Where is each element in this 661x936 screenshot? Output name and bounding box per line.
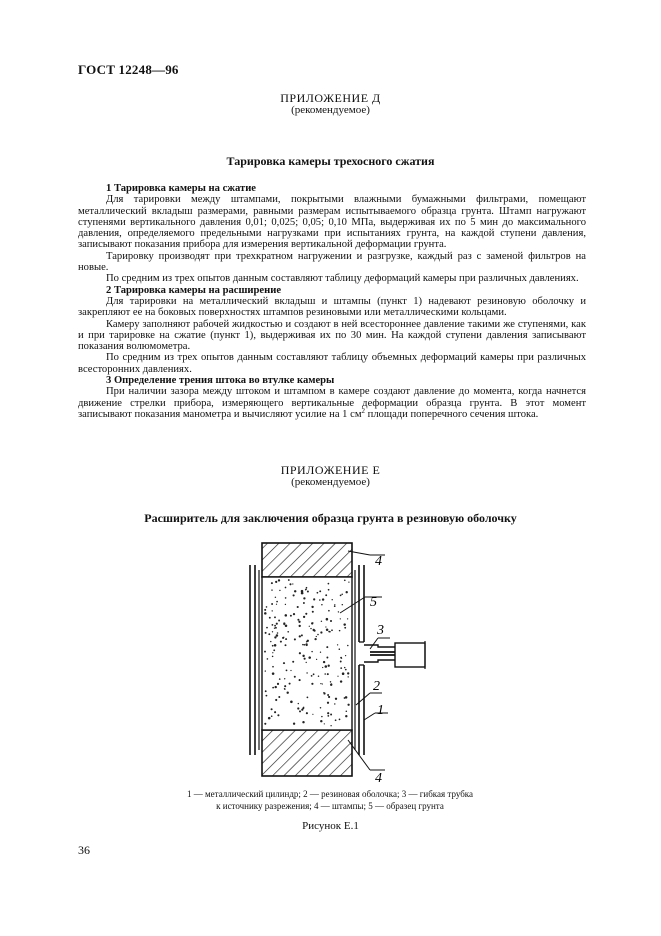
soil-dot [340, 680, 342, 682]
soil-dot [264, 651, 266, 653]
soil-dot [284, 678, 285, 679]
soil-dot [285, 587, 287, 589]
paragraph-suffix: площади поперечного сечения штока. [365, 408, 539, 420]
soil-dot [328, 631, 330, 633]
soil-dot [311, 683, 313, 685]
soil-dot [323, 661, 325, 663]
soil-dot [275, 627, 277, 629]
soil-dot [327, 702, 329, 704]
soil-dot [305, 613, 307, 615]
soil-dot [326, 657, 328, 659]
soil-dot [340, 595, 342, 597]
section-heading: 2 Тарировка камеры на расширение [106, 284, 282, 296]
soil-dot [274, 616, 276, 618]
soil-dot [285, 638, 287, 640]
soil-dot [312, 714, 313, 715]
soil-dot [340, 667, 342, 669]
label-stamp-bottom: 4 [375, 771, 382, 785]
soil-dot [320, 683, 321, 684]
soil-dot [326, 628, 329, 631]
paragraph: Камеру заполняют рабочей жидкостью и создают в ней всестороннее давление такими же ступенями, как и при тарировке на сжатие (пункт 1), выдерживая их по 30 мин. На каждой ступени давления записывают показания волюмометра. [78, 318, 586, 353]
section-heading: 3 Определение трения штока во втулке камеры [106, 375, 335, 387]
soil-dot [273, 649, 275, 651]
soil-dot [271, 715, 273, 717]
appendix-d-heading: Тарировка камеры трехосного сжатия [226, 154, 435, 168]
appendix-e-heading: Расширитель для заключения образца грунта в резиновую оболочку [144, 511, 517, 525]
soil-dot [283, 662, 285, 664]
paragraph: Тарировку производят при трехкратном нагружении и разгрузке, каждый раз с заменой фильтров на новые. [78, 250, 586, 274]
soil-dot [283, 623, 285, 625]
figure-number: Рисунок Е.1 [302, 820, 359, 832]
soil-dot [275, 581, 277, 583]
soil-dot [347, 618, 348, 619]
soil-dot [285, 597, 287, 599]
soil-dot [314, 638, 316, 640]
soil-dot [297, 606, 299, 608]
soil-dot [342, 604, 343, 605]
soil-dot [324, 723, 325, 724]
soil-dot [269, 617, 271, 619]
soil-dot [312, 622, 313, 623]
soil-dot [294, 676, 296, 678]
soil-dot [274, 644, 277, 647]
soil-dot [283, 637, 284, 638]
soil-dot [274, 636, 276, 638]
soil-dot [345, 696, 348, 699]
soil-dot [334, 703, 335, 704]
soil-dot [324, 673, 326, 675]
soil-dot [330, 684, 332, 686]
soil-dot [312, 611, 314, 613]
soil-dot [325, 626, 326, 627]
soil-dot [328, 696, 330, 698]
soil-dot [330, 714, 332, 716]
soil-dot [340, 618, 341, 619]
soil-dot [279, 678, 281, 680]
soil-sample [262, 577, 352, 730]
soil-dot [307, 697, 309, 699]
soil-dot [322, 683, 323, 684]
soil-dot [301, 709, 303, 711]
soil-dot [345, 655, 346, 656]
soil-dot [341, 593, 343, 595]
flexible-tube [395, 643, 425, 667]
soil-dot [272, 687, 274, 689]
soil-dot [337, 676, 338, 677]
soil-dot [320, 631, 322, 633]
paragraph: Для тарировки между штампами, покрытыми влажными бумажными фильтрами, помещают металлический вкладыш размерами, равными размерам испытываемого образца грунта. Штамп нагружают ступенями вертикального давления 0,01; 0,025; 0,05; 0,10 МПа, выдерживая их по 5 мин до максимального давления, определяемого предельными нагрузками при испытаниях грунта, на каждой ступени давления, записывают показания прибора для измерения вертикальной деформации грунта. [78, 194, 586, 251]
soil-dot [340, 661, 342, 663]
paragraph: По средним из трех опытов данным составляют таблицу деформаций камеры при различных давлениях. [106, 273, 579, 285]
page-number: 36 [78, 843, 90, 857]
soil-dot [326, 646, 328, 648]
soil-dot [265, 690, 267, 692]
soil-dot [327, 694, 329, 696]
soil-dot [277, 714, 279, 716]
soil-dot [272, 645, 274, 647]
soil-dot [287, 692, 289, 694]
soil-dot [266, 627, 268, 629]
soil-dot [328, 665, 330, 667]
soil-dot [284, 685, 286, 687]
soil-dot [272, 610, 273, 611]
soil-dot [302, 721, 304, 723]
soil-dot [299, 652, 301, 654]
expander-drawing [230, 535, 440, 785]
paragraph-text: При наличии зазора между штоком и штампом в камере создают давление до момента, когда начнется движение стрелки прибора, измеряющего вертикальные деформации образца грунта. В этот момент записывают показания манометра и вычисляют усилие на 1 см [78, 386, 586, 420]
soil-dot [294, 638, 296, 640]
soil-dot [313, 673, 315, 675]
soil-dot [290, 670, 291, 671]
soil-dot [290, 701, 293, 704]
soil-dot [304, 644, 306, 646]
soil-dot [271, 589, 272, 590]
paragraph: Для тарировки на металлический вкладыш и штампы (пункт 1) надевают резиновую оболочку и закрепляют ее на боковых поверхностях штампов резиновыми или металлическими кольцами. [78, 295, 586, 319]
soil-dot [316, 636, 317, 637]
soil-dot [301, 590, 304, 593]
soil-dot [276, 623, 278, 625]
soil-dot [327, 712, 329, 714]
soil-dot [303, 616, 305, 618]
soil-dot [306, 672, 307, 673]
soil-dot [339, 648, 341, 650]
soil-dot [316, 659, 317, 660]
soil-dot [299, 679, 301, 681]
soil-dot [313, 629, 315, 631]
soil-dot [309, 626, 310, 627]
soil-dot [311, 651, 312, 652]
soil-dot [311, 675, 313, 677]
soil-dot [308, 656, 311, 659]
soil-dot [344, 667, 345, 668]
soil-dot [334, 605, 336, 607]
appendix-e-title: ПРИЛОЖЕНИЕ Е [280, 463, 381, 477]
soil-dot [320, 652, 321, 653]
document-code: ГОСТ 12248—96 [78, 62, 179, 77]
soil-dot [302, 655, 304, 657]
soil-dot [271, 708, 273, 710]
soil-dot [310, 628, 311, 629]
soil-dot [307, 590, 309, 592]
soil-dot [277, 683, 279, 685]
soil-dot [325, 665, 328, 668]
soil-dot [264, 609, 266, 611]
soil-dot [264, 612, 267, 615]
soil-dot [321, 621, 322, 622]
superscript: 2 [361, 406, 366, 415]
soil-dot [289, 683, 291, 685]
soil-dot [278, 620, 280, 622]
soil-dot [285, 604, 286, 605]
soil-dot [345, 669, 347, 671]
soil-dot [320, 707, 322, 709]
section-heading: 1 Тарировка камеры на сжатие [106, 183, 257, 194]
soil-dot [288, 579, 290, 581]
caption-line: 1 — металлический цилиндр; 2 — резиновая оболочка; 3 — гибкая трубка [186, 789, 474, 799]
caption-line: к источнику разрежения; 4 — штампы; 5 — образец грунта [216, 801, 444, 811]
label-tube: 3 [377, 623, 384, 638]
soil-dot [342, 672, 345, 675]
soil-dot [293, 613, 295, 615]
soil-dot [280, 641, 282, 643]
soil-dot [306, 662, 307, 663]
soil-dot [322, 598, 324, 600]
appendix-d-body [78, 183, 586, 420]
soil-dot [270, 641, 271, 642]
soil-dot [327, 673, 329, 675]
soil-dot [335, 719, 337, 721]
soil-dot [303, 597, 305, 599]
soil-dot [323, 692, 325, 694]
soil-dot [327, 715, 329, 717]
soil-dot [267, 658, 269, 660]
soil-dot [346, 591, 348, 593]
soil-dot [274, 625, 276, 627]
soil-dot [297, 707, 299, 709]
soil-dot [268, 633, 270, 635]
soil-dot [345, 715, 347, 717]
soil-dot [292, 583, 293, 584]
soil-dot [320, 720, 322, 722]
soil-dot [335, 698, 337, 700]
soil-dot [317, 634, 319, 636]
soil-dot [347, 672, 349, 674]
soil-dot [321, 716, 322, 717]
soil-dot [279, 590, 280, 591]
soil-dot [326, 618, 329, 621]
soil-dot [334, 604, 335, 605]
soil-dot [339, 630, 341, 632]
soil-dot [322, 667, 323, 668]
soil-dot [319, 599, 321, 601]
soil-dot [264, 723, 266, 725]
soil-dot [328, 583, 330, 585]
soil-dot [318, 676, 319, 677]
soil-dot [274, 711, 276, 713]
soil-dot [293, 594, 295, 596]
soil-dot [277, 632, 279, 634]
soil-dot [271, 603, 273, 605]
soil-dot [292, 661, 294, 663]
top-stamp [262, 543, 352, 577]
label-sample: 5 [370, 595, 377, 610]
appendix-e-subtitle: (рекомендуемое) [291, 476, 370, 488]
soil-dot [330, 725, 331, 726]
soil-dot [332, 599, 333, 600]
soil-dot [305, 589, 306, 590]
soil-dot [265, 632, 267, 634]
soil-dot [302, 644, 304, 646]
soil-dot [347, 645, 349, 647]
soil-dot [265, 670, 266, 671]
soil-dot [266, 695, 268, 697]
soil-dot [347, 704, 349, 706]
soil-dot [297, 619, 299, 621]
soil-dot [285, 614, 288, 617]
soil-dot [275, 686, 277, 688]
figure-caption [160, 788, 500, 812]
soil-dot [303, 707, 304, 708]
soil-dot [278, 696, 280, 698]
soil-dot [299, 635, 301, 637]
soil-dot [306, 712, 308, 714]
soil-dot [330, 681, 331, 682]
soil-dot [328, 610, 330, 612]
appendix-d-title: ПРИЛОЖЕНИЕ Д [280, 91, 381, 105]
soil-dot [268, 717, 271, 720]
soil-dot [290, 615, 292, 617]
soil-dot [339, 719, 341, 721]
soil-dot [272, 631, 273, 632]
soil-dot [275, 699, 277, 701]
paragraph-friction [78, 386, 586, 420]
soil-dot [337, 644, 338, 645]
soil-dot [284, 688, 286, 690]
soil-dot [304, 658, 306, 660]
soil-dot [278, 579, 280, 581]
soil-dot [293, 723, 295, 725]
label-cylinder: 1 [377, 703, 384, 718]
soil-dot [285, 625, 288, 628]
soil-dot [347, 676, 348, 677]
soil-dot [343, 623, 345, 625]
soil-dot [344, 579, 346, 581]
soil-dot [325, 594, 327, 596]
soil-dot [298, 621, 300, 623]
soil-dot [348, 581, 349, 582]
soil-dot [344, 627, 346, 629]
soil-dot [306, 587, 308, 589]
soil-dot [319, 590, 321, 592]
soil-dot [301, 634, 303, 636]
soil-dot [266, 606, 268, 608]
soil-dot [298, 703, 299, 704]
soil-dot [311, 606, 313, 608]
soil-dot [341, 657, 343, 659]
soil-dot [289, 583, 291, 585]
bottom-stamp [262, 730, 352, 776]
label-shell: 2 [373, 679, 380, 694]
soil-dot [346, 711, 348, 713]
soil-dot [276, 604, 277, 605]
soil-dot [306, 644, 308, 646]
soil-dot [272, 652, 273, 653]
soil-dot [307, 640, 309, 642]
soil-dot [286, 670, 288, 672]
soil-dot [272, 656, 274, 658]
soil-dot [338, 611, 339, 612]
soil-dot [272, 672, 275, 675]
soil-dot [299, 625, 301, 627]
soil-dot [276, 634, 279, 637]
soil-dot [303, 602, 305, 604]
soil-dot [321, 604, 322, 605]
soil-dot [272, 666, 274, 668]
soil-dot [271, 582, 273, 584]
soil-dot [313, 598, 315, 600]
soil-dot [287, 631, 289, 633]
soil-dot [299, 710, 301, 712]
appendix-d-subtitle: (рекомендуемое) [291, 104, 370, 116]
soil-dot [330, 620, 332, 622]
paragraph: По средним из трех опытов данным составляют таблицу объемных деформаций камеры при различных всесторонних давлениях. [78, 352, 586, 375]
soil-dot [275, 597, 276, 598]
soil-dot [294, 590, 296, 592]
soil-dot [331, 629, 333, 631]
soil-dot [285, 644, 287, 646]
soil-dot [317, 592, 319, 594]
label-stamp-top: 4 [375, 554, 382, 569]
soil-dot [328, 589, 330, 591]
soil-dot [276, 601, 278, 603]
soil-dot [272, 624, 274, 626]
